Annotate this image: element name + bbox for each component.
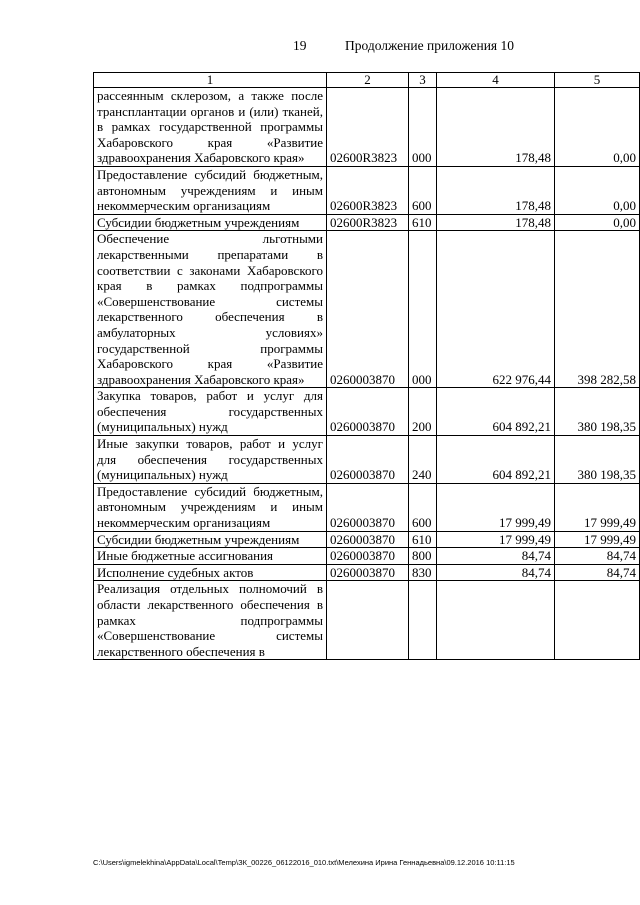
row-name: Предоставление субсидий бюджетным, автономным учреждениям и иным некоммерческим организациям xyxy=(94,483,327,531)
row-name: Иные бюджетные ассигнования xyxy=(94,548,327,565)
row-sum-1: 604 892,21 xyxy=(437,388,555,436)
row-expense-type xyxy=(409,581,437,660)
table-row xyxy=(94,214,640,231)
row-expense-type: 000 xyxy=(409,88,437,167)
row-expense-type: 800 xyxy=(409,548,437,565)
table-row xyxy=(94,436,640,484)
row-expense-type: 610 xyxy=(409,531,437,548)
row-sum-1: 604 892,21 xyxy=(437,436,555,484)
row-target-code: 0260003870 xyxy=(327,388,409,436)
row-target-code: 0260003870 xyxy=(327,531,409,548)
table-row xyxy=(94,88,640,167)
row-target-code: 0260003870 xyxy=(327,564,409,581)
row-name: Реализация отдельных полномочий в области лекарственного обеспечения в рамках подпрограммы «Совершенствование системы лекарственного обеспечения в xyxy=(94,581,327,660)
row-sum-2: 84,74 xyxy=(555,548,640,565)
row-sum-1: 17 999,49 xyxy=(437,531,555,548)
row-sum-1: 84,74 xyxy=(437,564,555,581)
row-target-code: 0260003870 xyxy=(327,548,409,565)
row-name: Исполнение судебных актов xyxy=(94,564,327,581)
row-sum-2: 0,00 xyxy=(555,214,640,231)
table-row xyxy=(94,483,640,531)
row-name: Иные закупки товаров, работ и услуг для обеспечения государственных (муниципальных) нужд xyxy=(94,436,327,484)
budget-table xyxy=(93,72,640,660)
row-sum-2: 398 282,58 xyxy=(555,231,640,388)
row-sum-1: 178,48 xyxy=(437,214,555,231)
row-sum-2: 17 999,49 xyxy=(555,531,640,548)
page-header xyxy=(0,38,640,56)
row-expense-type: 000 xyxy=(409,231,437,388)
row-sum-2: 380 198,35 xyxy=(555,388,640,436)
table-row xyxy=(94,231,640,388)
table-row xyxy=(94,388,640,436)
file-path-footer: C:\Users\igmelekhina\AppData\Local\Temp\ЗК_00226_06122016_010.txt\Мелехина Ирина Геннадьевна\09.12.2016 10:11:15 xyxy=(93,858,515,867)
row-target-code: 02600R3823 xyxy=(327,214,409,231)
row-sum-2: 380 198,35 xyxy=(555,436,640,484)
row-expense-type: 240 xyxy=(409,436,437,484)
table-row xyxy=(94,166,640,214)
row-expense-type: 610 xyxy=(409,214,437,231)
row-expense-type: 830 xyxy=(409,564,437,581)
column-header: 4 xyxy=(437,73,555,88)
appendix-continuation-title: Продолжение приложения 10 xyxy=(345,38,515,53)
row-name: Закупка товаров, работ и услуг для обеспечения государственных (муниципальных) нужд xyxy=(94,388,327,436)
row-name: Субсидии бюджетным учреждениям xyxy=(94,531,327,548)
row-sum-2: 0,00 xyxy=(555,166,640,214)
row-sum-1: 17 999,49 xyxy=(437,483,555,531)
column-header: 5 xyxy=(555,73,640,88)
column-header: 3 xyxy=(409,73,437,88)
row-expense-type: 200 xyxy=(409,388,437,436)
row-target-code xyxy=(327,581,409,660)
row-target-code: 02600R3823 xyxy=(327,166,409,214)
column-header: 1 xyxy=(94,73,327,88)
table-row xyxy=(94,581,640,660)
row-name: Обеспечение льготными лекарственными препаратами в соответствии с законами Хабаровского края в рамках подпрограммы «Совершенствование системы лекарственного обеспечения в амбулаторных условиях» государственной программы Хабаровского края «Развитие здравоохранения Хабаровского края» xyxy=(94,231,327,388)
row-sum-1: 84,74 xyxy=(437,548,555,565)
row-sum-2: 17 999,49 xyxy=(555,483,640,531)
row-sum-1: 622 976,44 xyxy=(437,231,555,388)
row-name: Субсидии бюджетным учреждениям xyxy=(94,214,327,231)
row-target-code: 0260003870 xyxy=(327,436,409,484)
page-number: 19 xyxy=(293,38,307,53)
row-name: Предоставление субсидий бюджетным, автономным учреждениям и иным некоммерческим организациям xyxy=(94,166,327,214)
row-expense-type: 600 xyxy=(409,483,437,531)
table-row xyxy=(94,564,640,581)
row-sum-2: 0,00 xyxy=(555,88,640,167)
row-name: рассеянным склерозом, а также после трансплантации органов и (или) тканей, в рамках государственной программы Хабаровского края «Развитие здравоохранения Хабаровского края» xyxy=(94,88,327,167)
table-row xyxy=(94,548,640,565)
row-sum-2 xyxy=(555,581,640,660)
table-header-row xyxy=(94,73,640,88)
table-row xyxy=(94,531,640,548)
row-target-code: 02600R3823 xyxy=(327,88,409,167)
row-sum-1 xyxy=(437,581,555,660)
row-sum-1: 178,48 xyxy=(437,166,555,214)
row-target-code: 0260003870 xyxy=(327,231,409,388)
row-target-code: 0260003870 xyxy=(327,483,409,531)
row-sum-1: 178,48 xyxy=(437,88,555,167)
row-sum-2: 84,74 xyxy=(555,564,640,581)
column-header: 2 xyxy=(327,73,409,88)
row-expense-type: 600 xyxy=(409,166,437,214)
